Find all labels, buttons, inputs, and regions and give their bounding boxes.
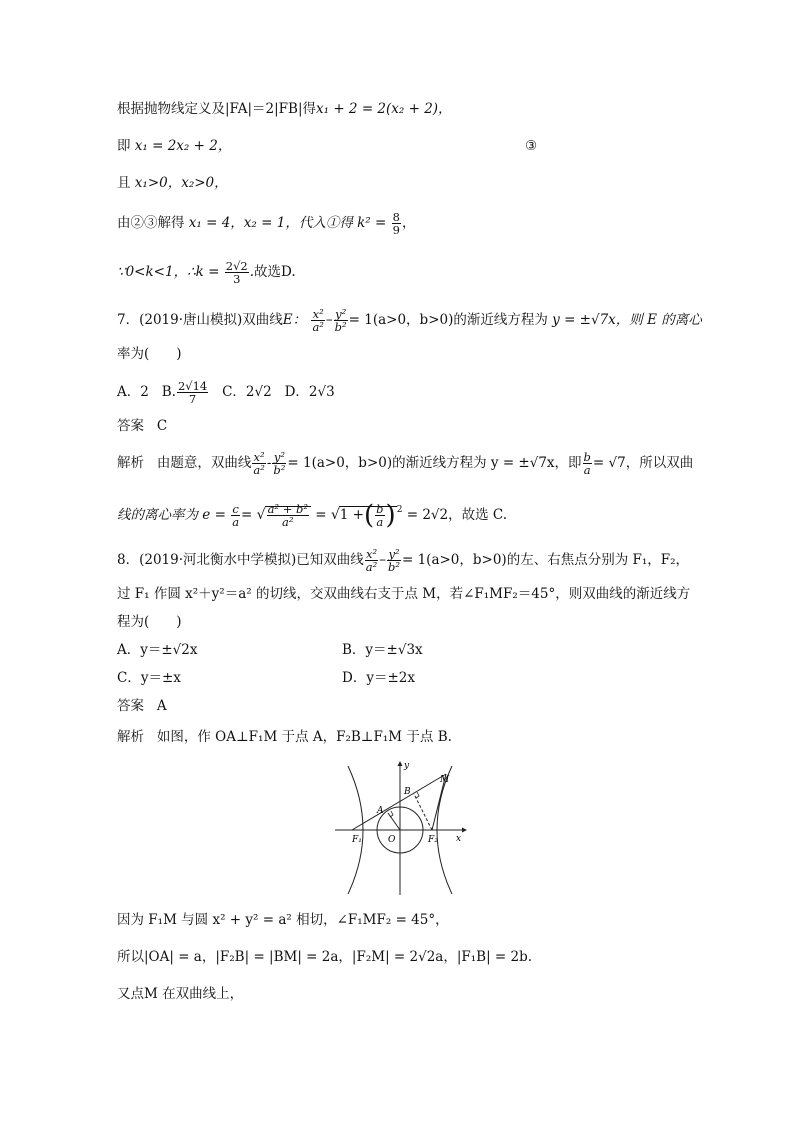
text: = 1(a>0，b>0)的左、右焦点分别为 F₁，F₂， xyxy=(401,552,690,568)
answer-value: A xyxy=(156,698,167,714)
fraction: $\frac{\text{y²}}{\text{b²}}$ xyxy=(334,307,347,334)
segment-oa xyxy=(388,813,400,830)
answer-label: 答案 xyxy=(117,698,144,714)
option-a: A．y＝±√2x xyxy=(117,642,198,658)
question-7-stem-cont: 率为( ) xyxy=(117,346,182,362)
fraction: $\frac{8}{9}$ xyxy=(392,210,400,237)
fraction: $\frac{b}{a}$ xyxy=(583,450,591,477)
fraction: $\frac{\text{y²}}{\text{b²}}$ xyxy=(388,547,400,574)
option-d: D．2√3 xyxy=(284,384,335,400)
question-8-analysis xyxy=(117,727,452,747)
solution-line-5 xyxy=(117,260,296,285)
math: k² = xyxy=(357,215,387,231)
fraction: $\frac{2√2}{3}$ xyxy=(225,259,248,286)
question-8-answer xyxy=(117,696,167,716)
tangent-line xyxy=(352,774,446,830)
label-m: M xyxy=(440,775,450,785)
fraction: $\frac{\text{x²}}{\text{a²}}$ xyxy=(365,547,378,574)
text: 线的离心率为 e = xyxy=(117,507,226,523)
text: 由②③解得 xyxy=(117,215,185,231)
label-f1: F₁ xyxy=(352,835,362,845)
question-7-stem: 7．(2019·唐山模拟)双曲线E： $\frac{\text{x²}}{\text{a²}}$ – $\frac{\text{y²}}{\text{b²}}$ = 1(a>0，b>0)的渐近线方程为 y = ±√7x，则 E 的离心 xyxy=(117,307,702,334)
equation-marker: ③ xyxy=(525,138,538,154)
solution-line-3 xyxy=(117,173,228,193)
fraction: $\frac{\text{y²}}{\text{b²}}$ xyxy=(273,450,286,477)
fraction: $\frac{b}{a}$ xyxy=(376,502,384,529)
label-f2: F₂ xyxy=(428,835,438,845)
text: 1 + xyxy=(339,507,364,523)
segment-f2b xyxy=(414,794,432,830)
option-a: A．2 xyxy=(117,384,149,400)
text: ， xyxy=(401,215,416,231)
fraction: $\frac{\text{x²}}{\text{a²}}$ xyxy=(253,450,265,477)
x-axis-arrow-icon xyxy=(462,828,467,833)
text: 如图，作 OA⊥F₁M 于点 A，F₂B⊥F₁M 于点 B. xyxy=(156,729,452,745)
question-7-analysis-1: 解析 由题意，双曲线 $\frac{\text{x²}}{\text{a²}}$ - $\frac{\text{y²}}{\text{b²}}$ = 1(a>0，b>0)的渐近线方程为 y = ±√7x，即 $\frac{b}{a}$ = √7，所以双曲 xyxy=(117,450,694,477)
text: = 1(a>0，b>0)的渐近线方程为 xyxy=(348,312,548,328)
analysis-label: 解析 xyxy=(117,455,144,471)
math: x₁ = 4，x₂ = 1，代入①得 xyxy=(188,215,353,231)
question-8-derivation-2: 所以|OA| = a，|F₂B| = |BM| = 2a，|F₂M| = 2√2a，|F₁B| = 2b. xyxy=(117,949,533,965)
question-8-derivation-3: 又点M 在双曲线上， xyxy=(117,986,244,1002)
answer-value: C xyxy=(156,418,168,434)
question-8-stem-3: 程为( ) xyxy=(117,614,182,630)
analysis-label: 解析 xyxy=(117,729,144,745)
question-7-answer xyxy=(117,416,167,436)
option-b: B．y＝±√3x xyxy=(342,642,423,658)
label-a: A xyxy=(377,806,384,816)
fraction: $\frac{c}{a}$ xyxy=(232,502,240,529)
label-y: y xyxy=(404,761,410,771)
question-7-analysis-2: 线的离心率为 e = $\frac{c}{a}$ = √ $\frac{\text{a² + b²}}{\text{a²}}$ = √1 +( $\frac{b}{a}$ )$^2$ = 2√2，故选 C. xyxy=(117,500,508,531)
solution-line-2 xyxy=(117,136,231,156)
question-7-options xyxy=(117,380,335,405)
label-x: x xyxy=(456,834,462,844)
option-d: D．y＝±2x xyxy=(342,670,415,686)
text: 且 xyxy=(117,175,131,191)
text: = 1(a>0，b>0)的渐近线方程为 y = ±√7x，即 xyxy=(287,455,582,471)
math: x₁>0，x₂>0， xyxy=(134,175,228,191)
math: ∵0<k<1，∴k = xyxy=(117,264,220,280)
fraction: $\frac{2√14}{7}$ xyxy=(177,379,208,406)
option-b: B. xyxy=(161,384,176,400)
text: = 2√2，故选 C. xyxy=(406,507,508,523)
option-c: C．y＝±x xyxy=(117,670,181,686)
text: = xyxy=(315,507,327,523)
text: 即 xyxy=(117,138,131,154)
answer-label: 答案 xyxy=(117,418,144,434)
question-8-derivation-1: 因为 F₁M 与圆 x² + y² = a² 相切，∠F₁MF₂ = 45°， xyxy=(117,912,449,928)
label-o: O xyxy=(388,835,396,845)
y-axis-arrow-icon xyxy=(398,761,403,766)
solution-line-1 xyxy=(117,99,452,119)
fraction: $\frac{\text{x²}}{\text{a²}}$ xyxy=(312,307,324,334)
hyperbola-figure xyxy=(330,758,470,898)
text: 8．(2019·河北衡水中学模拟)已知双曲线 xyxy=(117,552,364,568)
question-8-stem-2: 过 F₁ 作圆 x²＋y²＝a² 的切线，交双曲线右支于点 M，若∠F₁MF₂＝45°，则双曲线的渐近线方 xyxy=(117,586,691,602)
label-b: B xyxy=(404,787,411,797)
math: x₁ + 2 = 2(x₂ + 2)， xyxy=(316,101,452,117)
math: y = ±√7x，则 E 的离心 xyxy=(552,312,702,328)
text: 由题意，双曲线 xyxy=(156,455,252,471)
right-angle-b xyxy=(416,792,419,798)
math: E： xyxy=(282,312,307,328)
math: x₁ = 2x₂ + 2， xyxy=(134,138,232,154)
text: = √7，所以双曲 xyxy=(592,455,694,471)
question-8-stem: 8．(2019·河北衡水中学模拟)已知双曲线 $\frac{\text{x²}}{\text{a²}}$ – $\frac{\text{y²}}{\text{b²}}$ = 1(a>0，b>0)的左、右焦点分别为 F₁，F₂， xyxy=(117,547,690,574)
option-c: C．2√2 xyxy=(222,384,272,400)
text: .故选D. xyxy=(249,264,296,280)
text: 根据抛物线定义及|FA|＝2|FB|得 xyxy=(117,101,317,117)
fraction: $\frac{\text{a² + b²}}{\text{a²}}$ xyxy=(267,502,308,529)
solution-line-4 xyxy=(117,211,415,236)
text: 7．(2019·唐山模拟)双曲线 xyxy=(117,312,283,328)
